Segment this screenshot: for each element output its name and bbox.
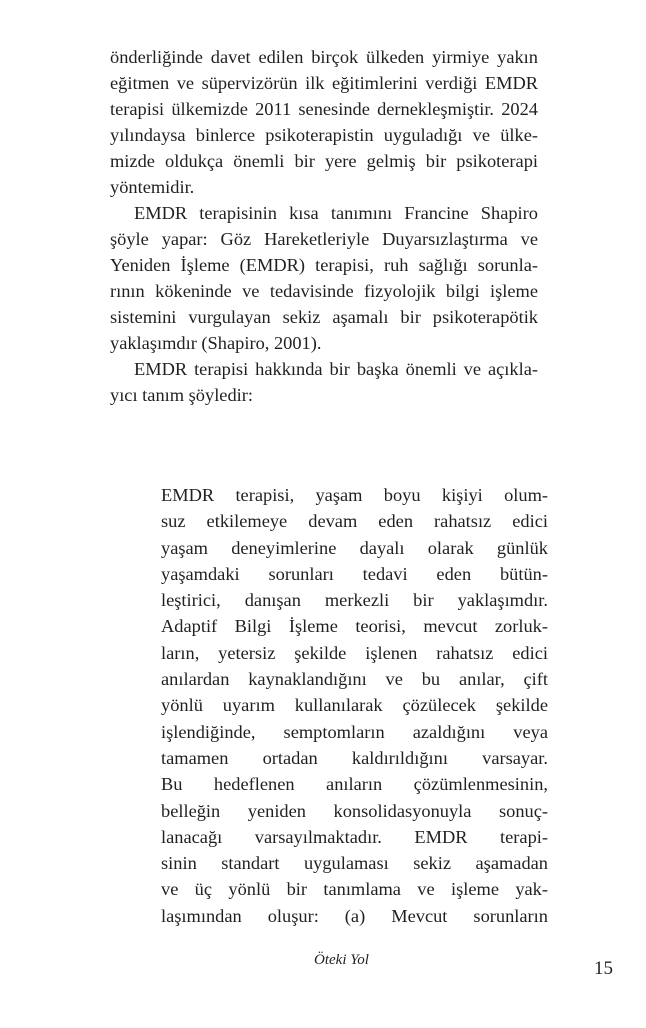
quote-line: tamamen ortadan kaldırıldığını varsayar. <box>161 747 548 768</box>
text-line: Yeniden İşleme (EMDR) terapisi, ruh sağlığı sorunla- <box>110 255 538 275</box>
quote-line: yaşamdaki sorunları tedavi eden bütün- <box>161 563 548 584</box>
quote-line: lanacağı varsayılmaktadır. EMDR terapi- <box>161 826 548 847</box>
text-line: yaklaşımdır (Shapiro, 2001). <box>110 333 322 353</box>
text-line: EMDR terapisi hakkında bir başka önemli ve açıkla- <box>134 359 538 379</box>
quote-line: işlendiğinde, semptomların azaldığını veya <box>161 721 548 742</box>
text-line: eğitmen ve süpervizörün ilk eğitimlerini verdiği EMDR <box>110 73 538 93</box>
text-line: yılındaysa binlerce psikoterapistin uyguladığı ve ülke- <box>110 125 538 145</box>
text-line: yıcı tanım şöyledir: <box>110 385 254 405</box>
quote-line: ların, yetersiz şekilde işlenen rahatsız edici <box>161 642 548 663</box>
quote-line: yaşam deneyimlerine dayalı olarak günlük <box>161 537 548 558</box>
quote-line: Bu hedeflenen anıların çözümlenmesinin, <box>161 774 548 795</box>
page-number: 15 <box>594 958 613 979</box>
quote-line: ve üç yönlü bir tanımlama ve işleme yak- <box>161 879 548 900</box>
paragraph-3 <box>110 356 538 408</box>
text-line: mizde oldukça önemli bir yere gelmiş bir psikoterapi <box>110 151 538 171</box>
quote-line: yönlü uyarım kullanılarak çözülecek şekilde <box>161 695 548 716</box>
text-line: EMDR terapisinin kısa tanımını Francine Shapiro <box>134 203 538 223</box>
quote-line: suz etkilemeye devam eden rahatsız edici <box>161 511 548 532</box>
text-line: sistemini vurgulayan sekiz aşamalı bir psikoterapötik <box>110 307 538 327</box>
block-quote <box>161 482 548 929</box>
quote-line: Adaptif Bilgi İşleme teorisi, mevcut zorluk- <box>161 616 548 637</box>
quote-line: laşımından oluşur: (a) Mevcut sorunların <box>161 905 548 926</box>
text-line: şöyle yapar: Göz Hareketleriyle Duyarsızlaştırma ve <box>110 229 538 249</box>
quote-line: anılardan kaynaklandığını ve bu anılar, çift <box>161 669 548 690</box>
body-text <box>110 44 538 408</box>
text-line: önderliğinde davet edilen birçok ülkeden yirmiye yakın <box>110 47 538 67</box>
text-line: rının kökeninde ve tedavisinde fizyolojik bilgi işleme <box>110 281 538 301</box>
quote-line: sinin standart uygulaması sekiz aşamadan <box>161 853 548 874</box>
quote-line: EMDR terapisi, yaşam boyu kişiyi olum- <box>161 485 548 505</box>
paragraph-2 <box>110 200 538 356</box>
quote-line: belleğin yeniden konsolidasyonuyla sonuç- <box>161 800 548 821</box>
running-footer-title: Öteki Yol <box>314 952 369 968</box>
quote-line: leştirici, danışan merkezli bir yaklaşımdır. <box>161 590 548 611</box>
text-line: yöntemidir. <box>110 177 195 197</box>
paragraph-1 <box>110 44 538 200</box>
text-line: terapisi ülkemizde 2011 senesinde dernekleşmiştir. 2024 <box>110 99 538 119</box>
